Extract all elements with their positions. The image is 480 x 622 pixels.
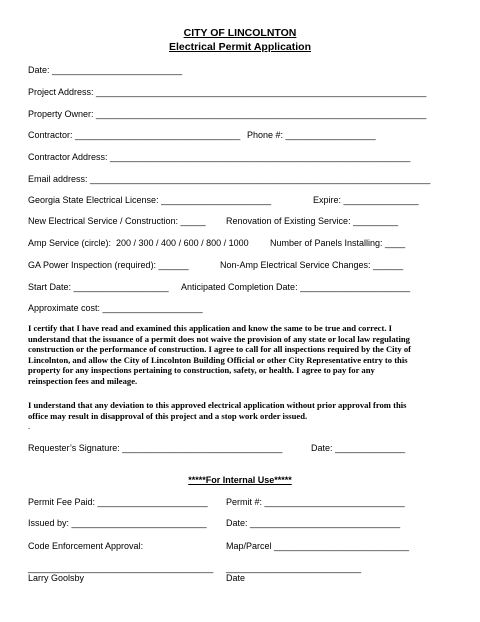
deviation-line: I understand that any deviation to this approved electrical application without prior approval from this: [28, 400, 407, 410]
certification-line: property for any inspections pertaining to construction, safety, or health. I agree to pay for any: [28, 365, 375, 376]
email-address-field[interactable]: Email address: ____________________________________________________________________: [28, 174, 431, 184]
date-field[interactable]: Date: __________________________: [28, 65, 183, 75]
expire-field[interactable]: Expire: _______________: [313, 195, 419, 205]
ga-power-field[interactable]: GA Power Inspection (required): ______: [28, 260, 189, 270]
certification-line: reinspection fees and mileage.: [28, 375, 138, 386]
issued-by-field[interactable]: Issued by: ___________________________: [28, 518, 207, 528]
number-panels-field[interactable]: Number of Panels Installing: ____: [270, 238, 406, 248]
completion-date-field[interactable]: Anticipated Completion Date: ______________________: [181, 282, 411, 292]
contractor-field[interactable]: Contractor: _________________________________: [28, 130, 241, 140]
city-title: CITY OF LINCOLNTON: [183, 27, 297, 39]
official-signature-line[interactable]: _____________________________________: [28, 563, 214, 573]
official-name: Larry Goolsby: [28, 573, 85, 583]
code-enforcement-label: Code Enforcement Approval:: [28, 541, 144, 551]
deviation-dot: .: [28, 421, 31, 432]
issued-date-field[interactable]: Date: ______________________________: [226, 518, 401, 528]
certification-line: construction or the performance of construction. I agree to call for all inspections required by the City of: [28, 344, 412, 355]
ga-license-field[interactable]: Georgia State Electrical License: ______________________: [28, 195, 272, 205]
approximate-cost-field[interactable]: Approximate cost: ____________________: [28, 303, 203, 313]
start-date-field[interactable]: Start Date: ___________________: [28, 282, 169, 292]
official-date-label: Date: [226, 573, 246, 583]
official-date-line[interactable]: ___________________________: [226, 563, 362, 573]
map-parcel-field[interactable]: Map/Parcel ___________________________: [226, 541, 410, 551]
internal-use-heading: *****For Internal Use*****: [188, 475, 292, 485]
permit-number-field[interactable]: Permit #: ____________________________: [226, 497, 405, 507]
new-service-field[interactable]: New Electrical Service / Construction: _____: [28, 216, 206, 226]
amp-service-field[interactable]: Amp Service (circle): 200 / 300 / 400 / 600 / 800 / 1000: [28, 238, 249, 248]
certification-line: I certify that I have read and examined this application and know the same to be true and correct. I: [28, 323, 392, 333]
signature-date-field[interactable]: Date: ______________: [311, 443, 406, 453]
renovation-field[interactable]: Renovation of Existing Service: _________: [226, 216, 399, 226]
certification-line: understand that the issuance of a permit does not waive the provision of any state or local law regulating: [28, 333, 410, 344]
non-amp-field[interactable]: Non-Amp Electrical Service Changes: ______: [220, 260, 404, 270]
property-owner-field[interactable]: Property Owner: __________________________________________________________________: [28, 109, 427, 119]
form-title: Electrical Permit Application: [169, 41, 311, 53]
deviation-line: office may result in disapproval of this project and a stop work order issued.: [28, 410, 308, 421]
project-address-field[interactable]: Project Address: __________________________________________________________________: [28, 87, 427, 97]
requester-signature-field[interactable]: Requester’s Signature: ________________________________: [28, 443, 283, 453]
certification-paragraph: [28, 323, 454, 387]
phone-field[interactable]: Phone #: __________________: [247, 130, 376, 140]
permit-fee-field[interactable]: Permit Fee Paid: ______________________: [28, 497, 208, 507]
certification-line: Lincolnton, and allow the City of Lincolnton Building Official or other City Representative entry to this: [28, 354, 408, 365]
contractor-address-field[interactable]: Contractor Address: ____________________________________________________________: [28, 152, 411, 162]
deviation-paragraph: [28, 400, 454, 432]
